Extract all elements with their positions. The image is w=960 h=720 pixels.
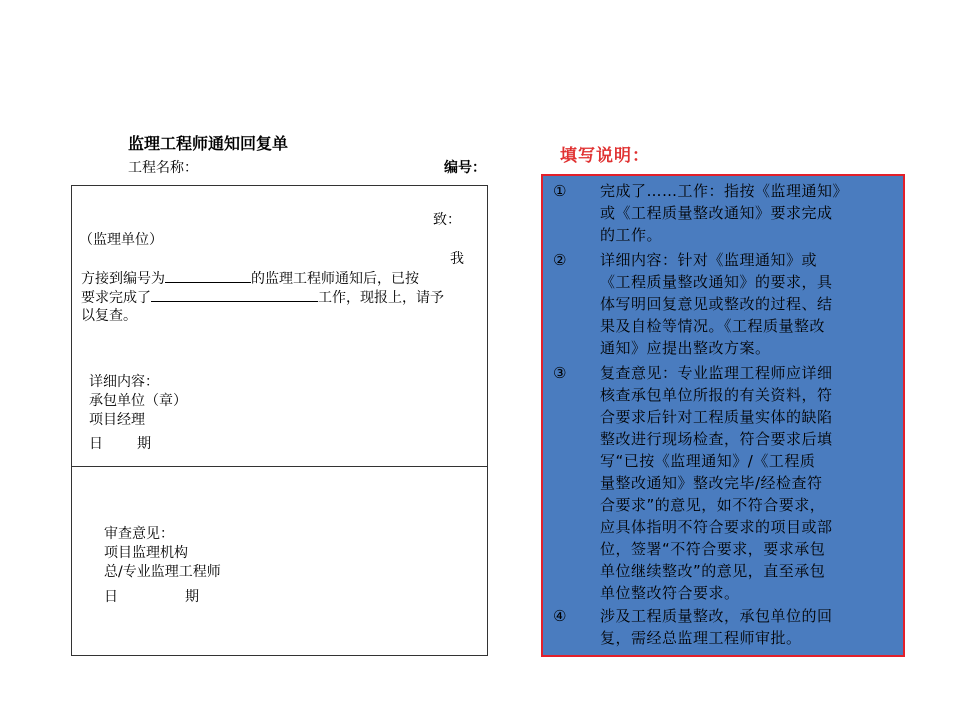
help-line: 位，签署“不符合要求，要求承包	[600, 540, 826, 558]
help-line: 详细内容：针对《监理通知》或	[600, 251, 818, 269]
help-line: 体写明回复意见或整改的过程、结	[600, 295, 833, 313]
body-line-3	[81, 287, 444, 308]
help-item-number: ④	[553, 607, 567, 625]
body-line-1: 我	[450, 251, 464, 267]
reply-section	[71, 185, 488, 467]
help-line: 单位继续整改”的意见，直至承包	[600, 562, 826, 580]
help-title: 填写说明：	[560, 146, 650, 166]
help-line: 通知》应提出整改方案。	[600, 339, 771, 357]
body-line-4: 以复查。	[81, 308, 137, 324]
date-label-period: 期	[137, 436, 151, 452]
help-item-number: ①	[553, 182, 567, 200]
body-text: 工作，现报上，请予	[318, 290, 444, 306]
number-label: 编号：	[444, 160, 486, 176]
completed-work-field[interactable]	[151, 287, 318, 302]
help-line: 复查意见：专业监理工程师应详细	[600, 364, 833, 382]
help-line: 应具体指明不符合要求的项目或部	[600, 518, 833, 536]
contractor-label: 承包单位（章）	[89, 393, 187, 409]
review-label: 审查意见：	[104, 526, 174, 542]
project-manager-label: 项目经理	[89, 412, 145, 428]
detail-label: 详细内容：	[89, 374, 159, 390]
help-line: 写“已按《监理通知》/《工程质	[600, 452, 816, 470]
engineer-label: 总/专业监理工程师	[104, 564, 221, 580]
supervision-org-label: 项目监理机构	[104, 545, 188, 561]
help-line: 的工作。	[600, 226, 663, 244]
review-date-period: 期	[185, 589, 199, 605]
help-line: 整改进行现场检查，符合要求后填	[600, 430, 833, 448]
help-line: 合要求”的意见，如不符合要求，	[600, 496, 826, 514]
body-text: 方接到编号为	[81, 271, 165, 287]
help-line: 量整改通知》整改完毕/经检查符	[600, 474, 823, 492]
project-name-label: 工程名称：	[128, 160, 198, 176]
date-label-day: 日	[89, 436, 103, 452]
help-line: 果及自检等情况。《工程质量整改	[600, 317, 826, 335]
help-line: 《工程质量整改通知》的要求，具	[600, 273, 833, 291]
body-line-2	[81, 268, 419, 289]
help-line: 核查承包单位所报的有关资料，符	[600, 386, 833, 404]
body-text: 要求完成了	[81, 290, 151, 306]
help-line: 单位整改符合要求。	[600, 584, 740, 602]
help-line: 合要求后针对工程质量实体的缺陷	[600, 408, 833, 426]
help-line: 复，需经总监理工程师审批。	[600, 629, 802, 647]
help-line: 涉及工程质量整改，承包单位的回	[600, 607, 833, 625]
supervision-unit-label: （监理单位）	[79, 232, 163, 248]
help-panel	[541, 174, 905, 657]
review-section	[71, 466, 488, 656]
body-text: 的监理工程师通知后，已按	[251, 271, 419, 287]
form-title: 监理工程师通知回复单	[128, 134, 289, 153]
help-item-number: ③	[553, 364, 567, 382]
help-line: 或《工程质量整改通知》要求完成	[600, 204, 833, 222]
help-line: 完成了……工作：指按《监理通知》	[600, 182, 849, 200]
notice-number-field[interactable]	[165, 268, 251, 283]
to-label: 致：	[433, 212, 461, 228]
review-date-day: 日	[104, 589, 118, 605]
help-item-number: ②	[553, 251, 567, 269]
